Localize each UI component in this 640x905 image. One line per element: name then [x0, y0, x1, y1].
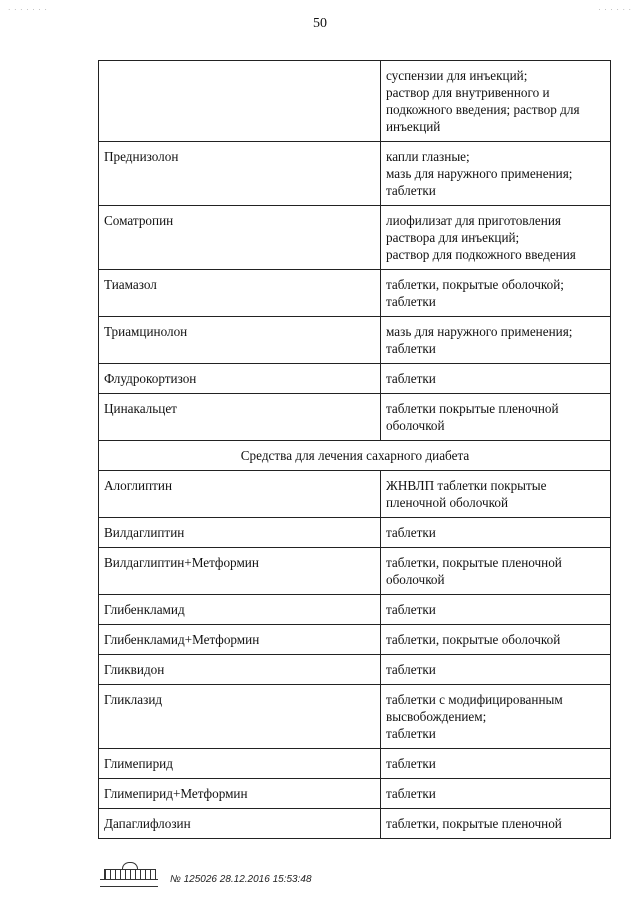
table-row [99, 655, 611, 685]
table-row [99, 471, 611, 518]
dosage-form-cell: суспензии для инъекций; раствор для внутривенного и подкожного введения; раствор для инъекций [381, 61, 611, 142]
dosage-form-cell: таблетки, покрытые оболочкой [381, 625, 611, 655]
page-number: 50 [313, 16, 327, 31]
dosage-form-cell: таблетки, покрытые пленочной [381, 809, 611, 839]
dosage-form-cell: таблетки [381, 595, 611, 625]
medication-table-body [99, 61, 611, 839]
table-row [99, 548, 611, 595]
table-row [99, 749, 611, 779]
government-building-logo [100, 862, 158, 886]
table-row [99, 595, 611, 625]
dosage-form-cell: таблетки [381, 364, 611, 394]
dosage-form-cell: таблетки [381, 779, 611, 809]
section-header-row [99, 441, 611, 471]
section-title: Средства для лечения сахарного диабета [99, 441, 611, 471]
table-row [99, 142, 611, 206]
table-row [99, 270, 611, 317]
dosage-form-cell: таблетки с модифицированным высвобождением; таблетки [381, 685, 611, 749]
scan-artifact-right: · · · · · · [598, 6, 632, 14]
dosage-form-cell: ЖНВЛП таблетки покрытые пленочной оболочкой [381, 471, 611, 518]
table-row [99, 518, 611, 548]
drug-name-cell: Вилдаглиптин [99, 518, 381, 548]
drug-name-cell: Преднизолон [99, 142, 381, 206]
table-row [99, 625, 611, 655]
document-footer [100, 862, 312, 886]
dosage-form-cell: таблетки [381, 518, 611, 548]
drug-name-cell: Гликлазид [99, 685, 381, 749]
drug-name-cell: Алоглиптин [99, 471, 381, 518]
dosage-form-cell: капли глазные; мазь для наружного применения; таблетки [381, 142, 611, 206]
table-row [99, 206, 611, 270]
table-row [99, 809, 611, 839]
drug-name-cell: Дапаглифлозин [99, 809, 381, 839]
dosage-form-cell: таблетки, покрытые оболочкой; таблетки [381, 270, 611, 317]
drug-name-cell: Глимепирид [99, 749, 381, 779]
drug-name-cell: Соматропин [99, 206, 381, 270]
dosage-form-cell: таблетки покрытые пленочной оболочкой [381, 394, 611, 441]
medication-table [98, 60, 611, 839]
dosage-form-cell: лиофилизат для приготовления раствора для инъекций; раствор для подкожного введения [381, 206, 611, 270]
drug-name-cell: Гликвидон [99, 655, 381, 685]
table-row [99, 317, 611, 364]
table-row [99, 61, 611, 142]
table-row [99, 779, 611, 809]
dosage-form-cell: таблетки [381, 655, 611, 685]
table-row [99, 685, 611, 749]
dosage-form-cell: мазь для наружного применения; таблетки [381, 317, 611, 364]
table-row [99, 364, 611, 394]
drug-name-cell: Вилдаглиптин+Метформин [99, 548, 381, 595]
drug-name-cell: Цинакальцет [99, 394, 381, 441]
registration-stamp: № 125026 28.12.2016 15:53:48 [170, 874, 312, 885]
drug-name-cell: Тиамазол [99, 270, 381, 317]
drug-name-cell [99, 61, 381, 142]
table-row [99, 394, 611, 441]
logo-base [100, 879, 158, 887]
drug-name-cell: Глибенкламид [99, 595, 381, 625]
drug-name-cell: Глимепирид+Метформин [99, 779, 381, 809]
drug-name-cell: Триамцинолон [99, 317, 381, 364]
drug-name-cell: Глибенкламид+Метформин [99, 625, 381, 655]
scan-artifact-left: · · · · · · · [8, 6, 48, 14]
dosage-form-cell: таблетки [381, 749, 611, 779]
dosage-form-cell: таблетки, покрытые пленочной оболочкой [381, 548, 611, 595]
drug-name-cell: Флудрокортизон [99, 364, 381, 394]
